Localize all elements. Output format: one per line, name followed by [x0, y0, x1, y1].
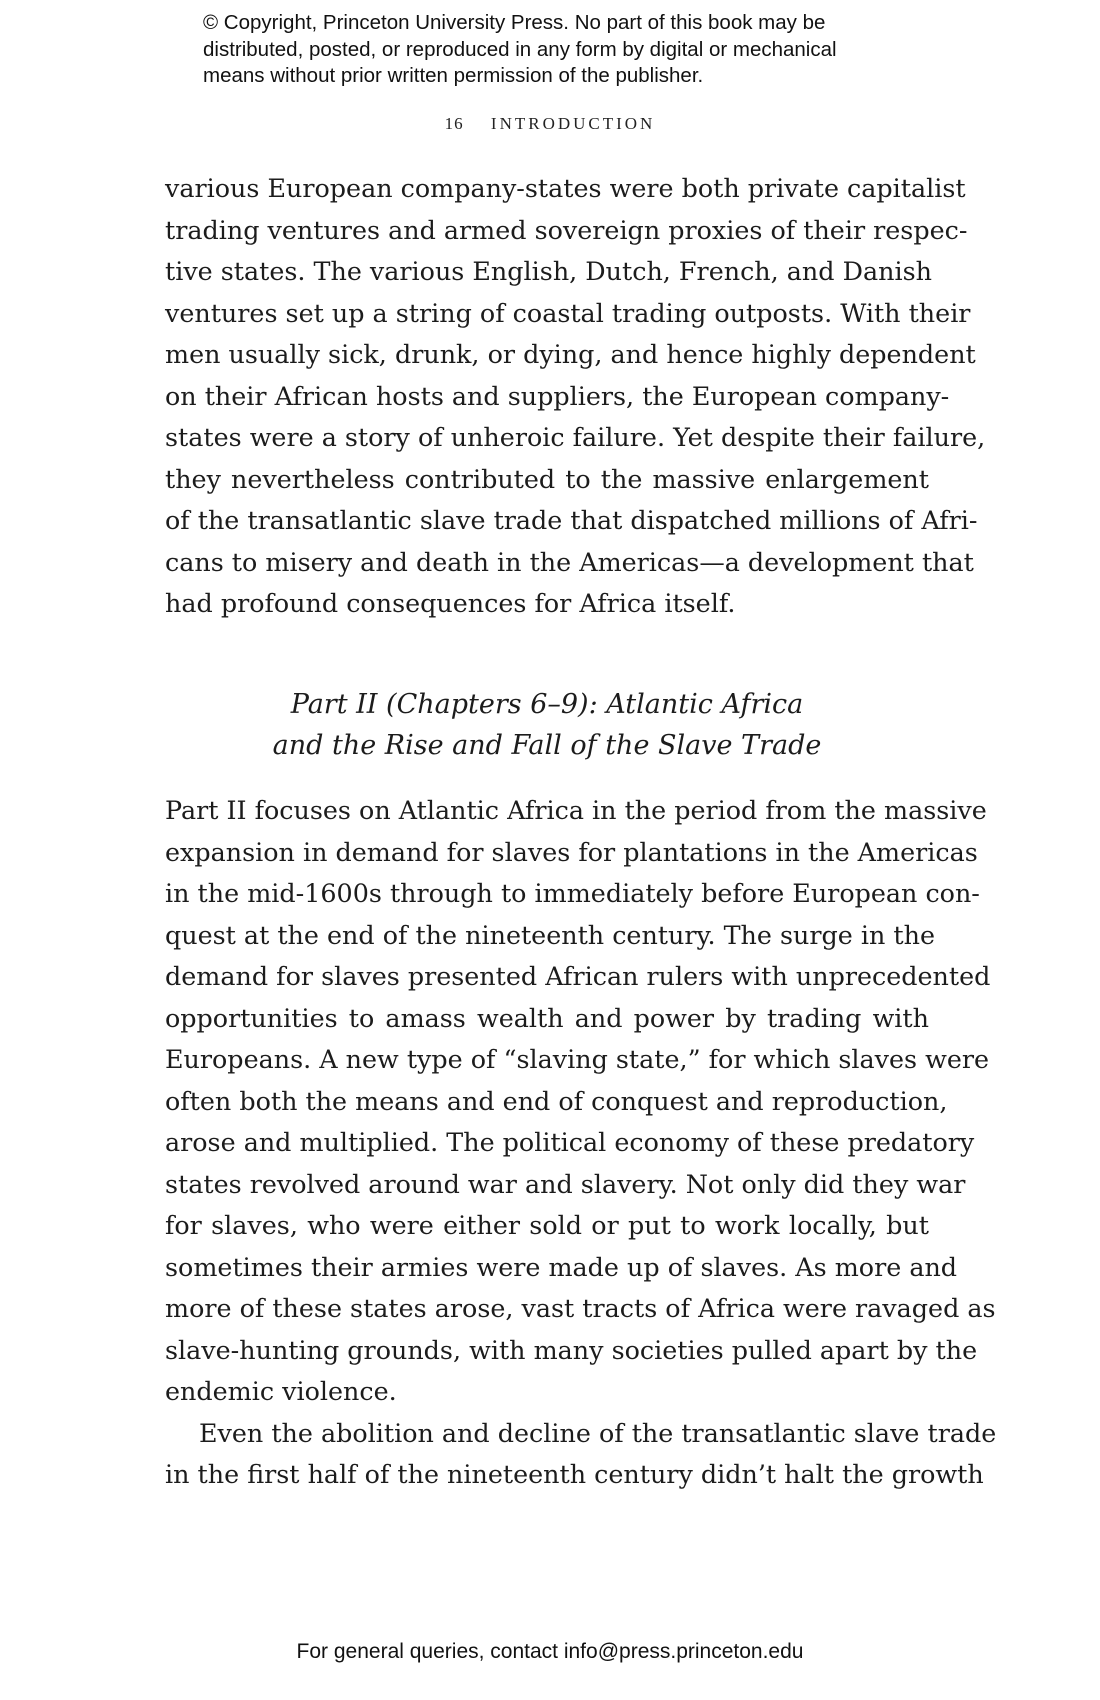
copyright-notice: [203, 10, 923, 90]
page-number: 16: [444, 114, 464, 133]
text-line: slave-hunting grounds, with many societies pulled apart by the: [165, 1334, 978, 1365]
copyright-line: © Copyright, Princeton University Press. No part of this book may be: [203, 11, 826, 34]
text-line: in the first half of the nineteenth century didn’t halt the growth: [165, 1459, 984, 1489]
body-paragraph-2: [165, 790, 997, 1496]
text-line: tive states. The various English, Dutch, French, and Danish: [165, 256, 932, 286]
section-heading-line: Part II (Chapters 6–9): Atlantic Africa: [290, 689, 804, 720]
text-line: on their African hosts and suppliers, the European company-: [165, 380, 950, 411]
text-line: more of these states arose, vast tracts of Africa were ravaged as: [165, 1293, 996, 1323]
text-line: Part II focuses on Atlantic Africa in the period from the massive: [165, 795, 987, 825]
text-line: various European company-states were both private capitalist: [165, 173, 966, 203]
copyright-line: means without prior written permission of the publisher.: [203, 64, 704, 87]
text-line: sometimes their armies were made up of slaves. As more and: [165, 1251, 958, 1282]
text-line: states were a story of unheroic failure. Yet despite their failure,: [165, 422, 986, 452]
text-line: for slaves, who were either sold or put to work locally, but: [165, 1210, 929, 1240]
text-line: men usually sick, drunk, or dying, and hence highly dependent: [165, 339, 976, 369]
text-line: opportunities to amass wealth and power by trading with: [165, 1002, 929, 1033]
text-line: they nevertheless contributed to the massive enlargement: [165, 463, 929, 494]
text-line: expansion in demand for slaves for plantations in the Americas: [165, 836, 978, 867]
section-heading-line: and the Rise and Fall of the Slave Trade: [272, 730, 822, 761]
text-line: demand for slaves presented African rulers with unprecedented: [165, 961, 991, 991]
text-line: often both the means and end of conquest and reproduction,: [165, 1085, 948, 1116]
text-line: Even the abolition and decline of the transatlantic slave trade: [199, 1417, 997, 1448]
body-paragraph-1: [165, 168, 986, 625]
section-heading: [165, 684, 929, 766]
text-line: endemic violence.: [165, 1376, 397, 1406]
text-line: ventures set up a string of coastal trading outposts. With their: [165, 297, 971, 328]
text-line: quest at the end of the nineteenth century. The surge in the: [165, 919, 935, 950]
footer-contact: For general queries, contact info@press.princeton.edu: [296, 1640, 804, 1663]
copyright-line: distributed, posted, or reproduced in any form by digital or mechanical: [203, 37, 837, 61]
text-line: of the transatlantic slave trade that dispatched millions of Afri-: [165, 505, 978, 535]
running-head: [0, 114, 1100, 134]
text-line: Europeans. A new type of “slaving state,” for which slaves were: [165, 1044, 990, 1074]
text-line: states revolved around war and slavery. Not only did they war: [165, 1168, 966, 1199]
running-head-title: INTRODUCTION: [490, 114, 656, 133]
text-line: had profound consequences for Africa itself.: [165, 588, 736, 618]
text-line: arose and multiplied. The political economy of these predatory: [165, 1127, 975, 1157]
text-line: trading ventures and armed sovereign proxies of their respec-: [165, 214, 968, 245]
text-line: in the mid-1600s through to immediately before European con-: [165, 878, 980, 908]
text-line: cans to misery and death in the Americas—a development that: [165, 546, 974, 577]
